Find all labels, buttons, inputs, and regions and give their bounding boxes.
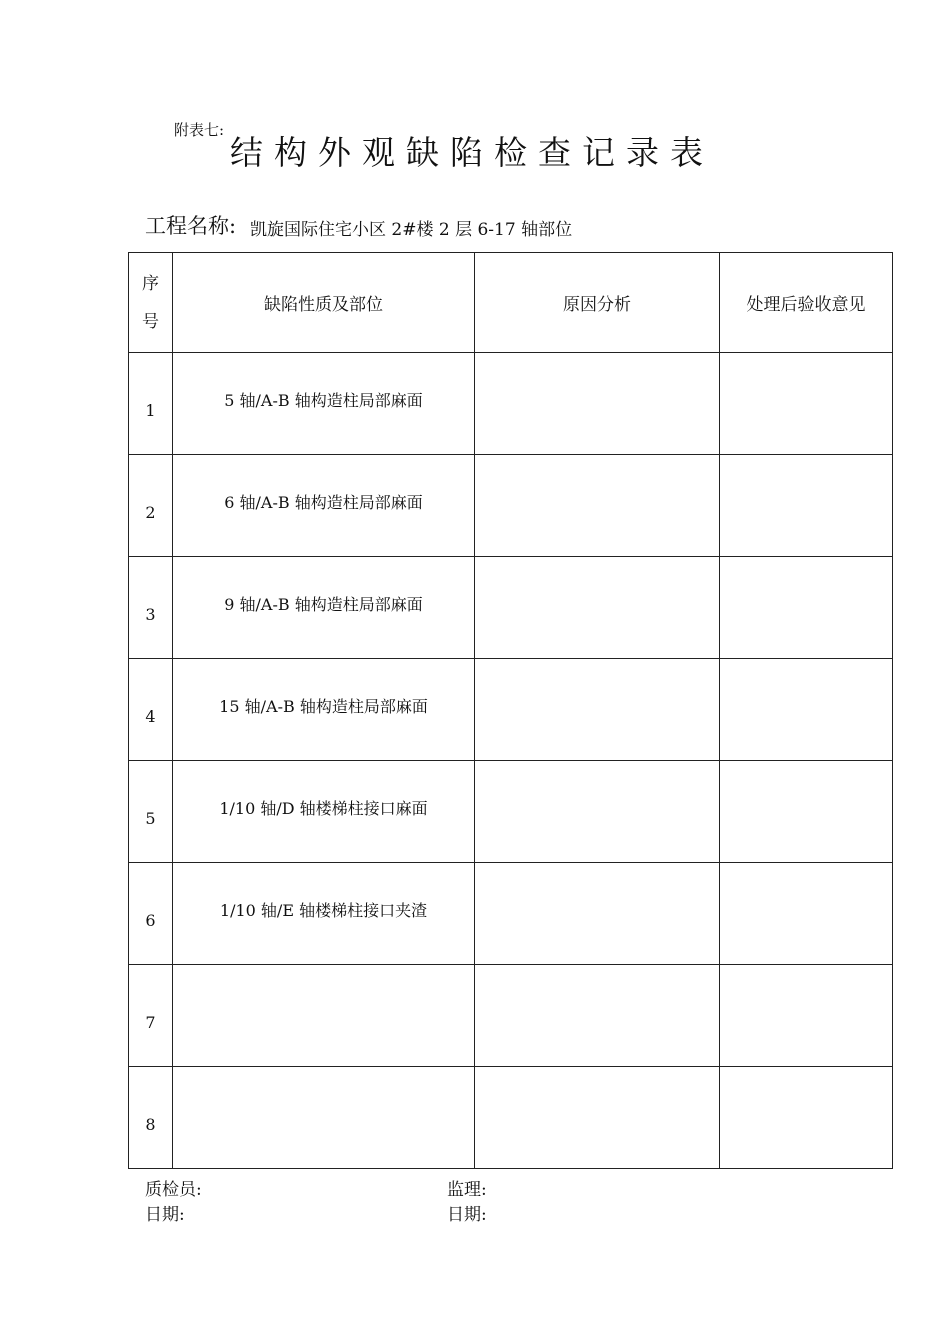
row-cause-cell[interactable] xyxy=(475,353,720,455)
row-cause-cell[interactable] xyxy=(475,455,720,557)
row-cause-cell[interactable] xyxy=(475,557,720,659)
table-row xyxy=(129,557,893,659)
inspector-label: 质检员: xyxy=(145,1180,202,1200)
table-header-row xyxy=(129,253,893,353)
column-header-seq xyxy=(129,253,173,353)
table-row xyxy=(129,863,893,965)
table-row xyxy=(129,455,893,557)
row-defect-cell: 9 轴/A-B 轴构造柱局部麻面 xyxy=(173,557,475,659)
row-cause-cell[interactable] xyxy=(475,1067,720,1169)
project-name-label: 工程名称: xyxy=(145,214,237,238)
row-seq-cell: 8 xyxy=(129,1067,173,1169)
row-defect-cell: 1/10 轴/E 轴楼梯柱接口夹渣 xyxy=(173,863,475,965)
row-seq-cell: 6 xyxy=(129,863,173,965)
column-header-seq-line2: 号 xyxy=(142,311,159,332)
row-seq-cell: 7 xyxy=(129,965,173,1067)
defect-record-table xyxy=(128,252,893,1169)
row-cause-cell[interactable] xyxy=(475,863,720,965)
row-acceptance-cell[interactable] xyxy=(720,1067,893,1169)
row-acceptance-cell[interactable] xyxy=(720,455,893,557)
row-defect-cell: 5 轴/A-B 轴构造柱局部麻面 xyxy=(173,353,475,455)
row-seq-cell: 1 xyxy=(129,353,173,455)
column-header-seq-line1: 序 xyxy=(142,273,159,294)
table-row xyxy=(129,659,893,761)
table-row xyxy=(129,965,893,1067)
column-header-cause: 原因分析 xyxy=(475,253,720,353)
table-row xyxy=(129,353,893,455)
row-defect-cell: 15 轴/A-B 轴构造柱局部麻面 xyxy=(173,659,475,761)
row-cause-cell[interactable] xyxy=(475,965,720,1067)
row-acceptance-cell[interactable] xyxy=(720,353,893,455)
column-header-acceptance: 处理后验收意见 xyxy=(720,253,893,353)
row-cause-cell[interactable] xyxy=(475,761,720,863)
table-row xyxy=(129,1067,893,1169)
row-acceptance-cell[interactable] xyxy=(720,557,893,659)
row-seq-cell: 5 xyxy=(129,761,173,863)
row-acceptance-cell[interactable] xyxy=(720,659,893,761)
appendix-label: 附表七: xyxy=(174,121,225,139)
row-defect-cell: 6 轴/A-B 轴构造柱局部麻面 xyxy=(173,455,475,557)
row-defect-cell[interactable] xyxy=(173,965,475,1067)
row-defect-cell[interactable] xyxy=(173,1067,475,1169)
row-cause-cell[interactable] xyxy=(475,659,720,761)
row-defect-cell: 1/10 轴/D 轴楼梯柱接口麻面 xyxy=(173,761,475,863)
project-name-value: 凯旋国际住宅小区 2#楼 2 层 6-17 轴部位 xyxy=(250,220,573,240)
row-seq-cell: 2 xyxy=(129,455,173,557)
page-title: 结构外观缺陷检查记录表 xyxy=(230,133,714,172)
row-seq-cell: 3 xyxy=(129,557,173,659)
row-acceptance-cell[interactable] xyxy=(720,863,893,965)
supervisor-label: 监理: xyxy=(447,1180,487,1200)
row-seq-cell: 4 xyxy=(129,659,173,761)
inspector-date-label: 日期: xyxy=(145,1205,185,1225)
table-row xyxy=(129,761,893,863)
row-acceptance-cell[interactable] xyxy=(720,761,893,863)
row-acceptance-cell[interactable] xyxy=(720,965,893,1067)
supervisor-date-label: 日期: xyxy=(447,1205,487,1225)
column-header-defect: 缺陷性质及部位 xyxy=(173,253,475,353)
